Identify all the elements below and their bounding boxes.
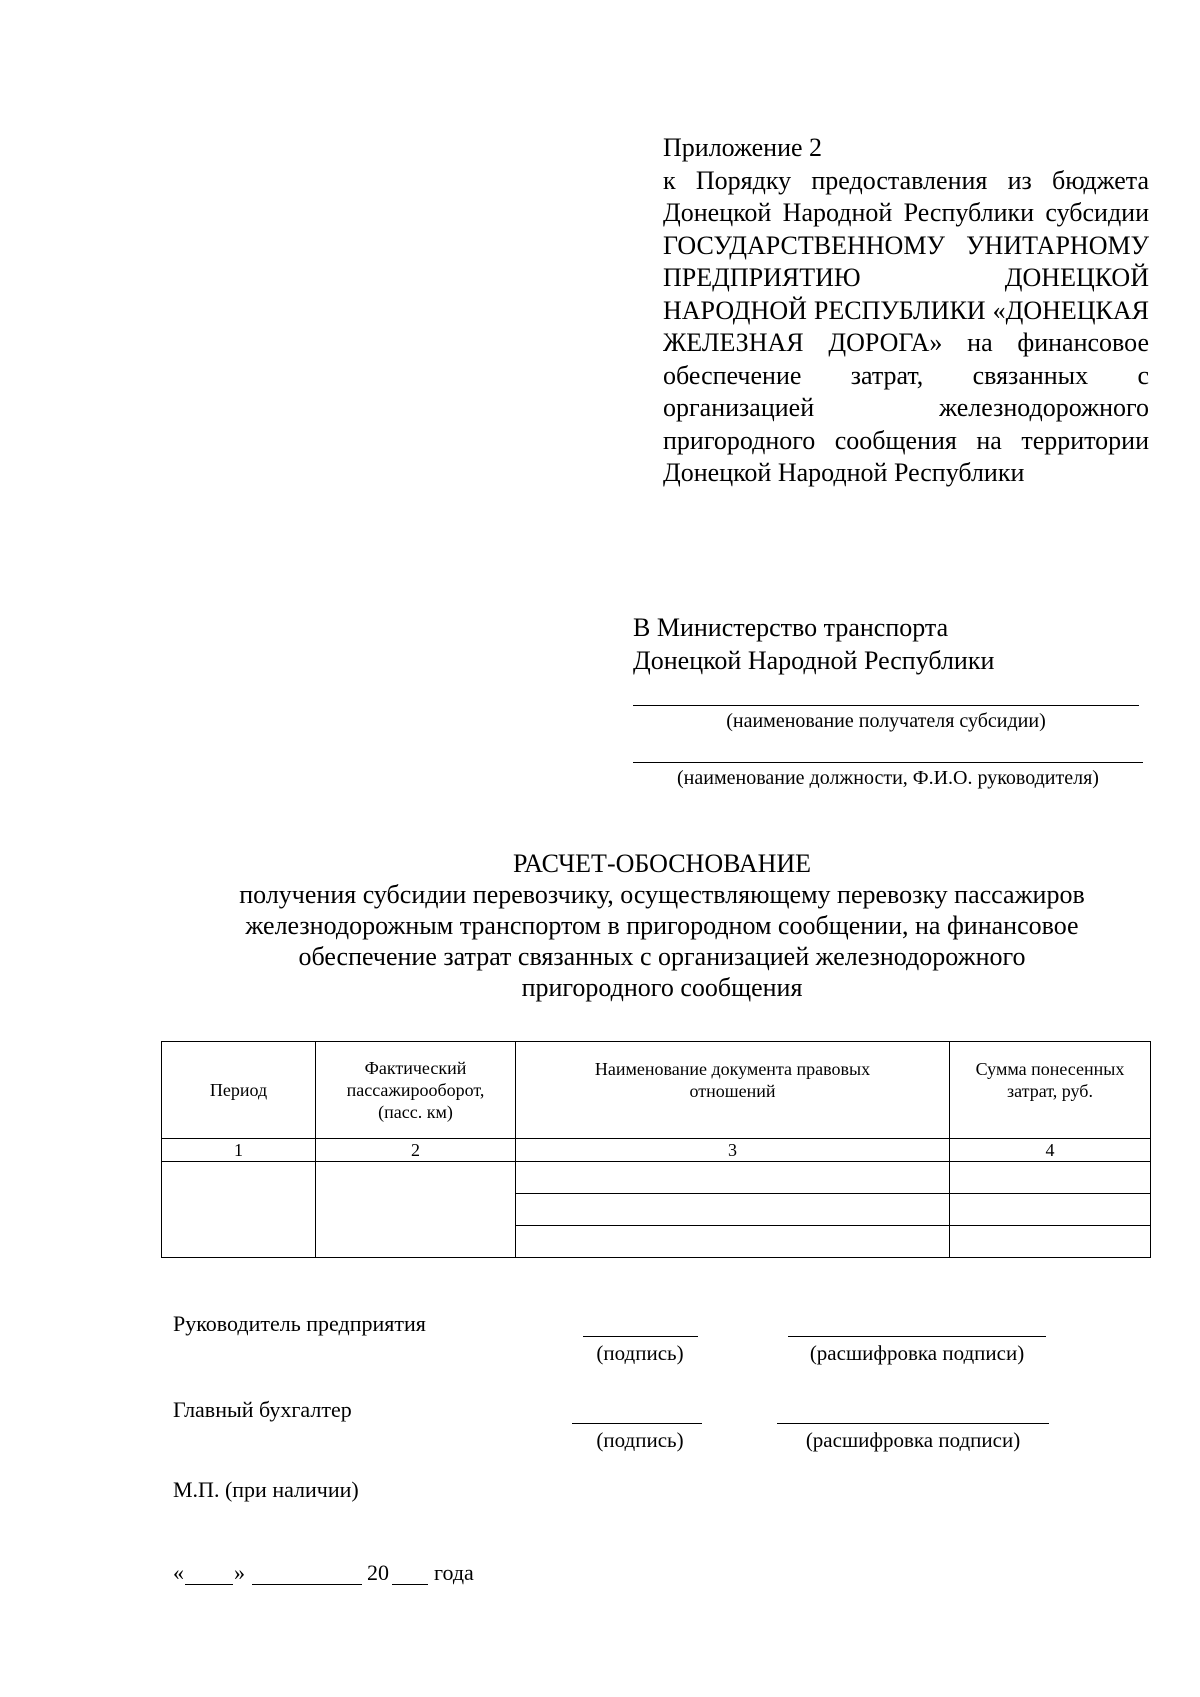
column-number: 3 — [516, 1139, 950, 1162]
date-month-line[interactable] — [252, 1584, 362, 1585]
document-subtitle-line-4: пригородного сообщения — [521, 973, 803, 1002]
recipient-name-caption: (наименование получателя субсидии) — [726, 710, 1046, 732]
appendix-text: к Порядку предоставления из бюджета Донецкой Народной Республики субсидии ГОСУДАРСТВЕННОМУ УНИТАРНОМУ ПРЕДПРИЯТИЮ ДОНЕЦКОЙ НАРОДНОЙ РЕСПУБЛИКИ «ДОНЕЦКАЯ ЖЕЛЕЗНАЯ ДОРОГА» на финансовое обеспечение затрат, связанных с организацией железнодорожного пригородного сообщения на территории Донецкой Народной Республики — [663, 165, 1149, 487]
document-cell[interactable] — [516, 1226, 950, 1258]
appendix-title: Приложение 2 — [663, 133, 823, 162]
document-subtitle-line-2: железнодорожным транспортом в пригородном сообщении, на финансовое — [245, 911, 1079, 940]
document-title: РАСЧЕТ-ОБОСНОВАНИЕ — [512, 849, 812, 878]
date-close-quote: » — [234, 1560, 245, 1585]
header-costs-amount: Сумма понесенных затрат, руб. — [950, 1042, 1151, 1139]
director-decoding-line[interactable] — [788, 1336, 1046, 1337]
document-heading — [150, 848, 1174, 1003]
document-subtitle-line-1: получения субсидии перевозчику, осуществляющему перевозку пассажиров — [239, 880, 1085, 909]
document-cell[interactable] — [516, 1194, 950, 1226]
head-name-caption: (наименование должности, Ф.И.О. руководителя) — [677, 767, 1099, 789]
director-decoding-caption: (расшифровка подписи) — [809, 1341, 1025, 1365]
header-document-name: Наименование документа правовых отношений — [516, 1042, 950, 1139]
director-signature-line[interactable] — [583, 1336, 698, 1337]
column-number: 2 — [316, 1139, 516, 1162]
date-day-line[interactable] — [185, 1584, 233, 1585]
director-label: Руководитель предприятия — [173, 1311, 426, 1336]
date-century: 20 — [367, 1560, 389, 1585]
header-period: Период — [162, 1042, 316, 1139]
date-year-line[interactable] — [392, 1584, 428, 1585]
seal-label: М.П. (при наличии) — [173, 1477, 359, 1502]
calculation-table — [161, 1041, 1151, 1258]
header-passenger-turnover: Фактический пассажирооборот, (пасс. км) — [316, 1042, 516, 1139]
amount-cell[interactable] — [950, 1162, 1151, 1194]
column-number: 1 — [162, 1139, 316, 1162]
document-subtitle-line-3: обеспечение затрат связанных с организацией железнодорожного — [298, 942, 1026, 971]
accountant-signature-caption: (подпись) — [596, 1428, 684, 1452]
appendix-block — [663, 132, 1149, 490]
accountant-label: Главный бухгалтер — [173, 1397, 352, 1422]
accountant-signature-line[interactable] — [572, 1423, 702, 1424]
column-number: 4 — [950, 1139, 1151, 1162]
accountant-decoding-caption: (расшифровка подписи) — [805, 1428, 1021, 1452]
addressee-line-2: Донецкой Народной Республики — [633, 646, 995, 675]
turnover-cell[interactable] — [316, 1162, 516, 1258]
document-cell[interactable] — [516, 1162, 950, 1194]
addressee-block — [633, 611, 994, 677]
head-name-line[interactable] — [633, 762, 1143, 763]
amount-cell[interactable] — [950, 1226, 1151, 1258]
date-open-quote: « — [173, 1560, 184, 1585]
addressee-line-1: В Министерство транспорта — [633, 613, 949, 642]
date-suffix: года — [434, 1560, 474, 1585]
accountant-decoding-line[interactable] — [777, 1423, 1049, 1424]
amount-cell[interactable] — [950, 1194, 1151, 1226]
director-signature-caption: (подпись) — [596, 1341, 684, 1365]
recipient-name-line[interactable] — [633, 705, 1139, 706]
period-cell[interactable] — [162, 1162, 316, 1258]
